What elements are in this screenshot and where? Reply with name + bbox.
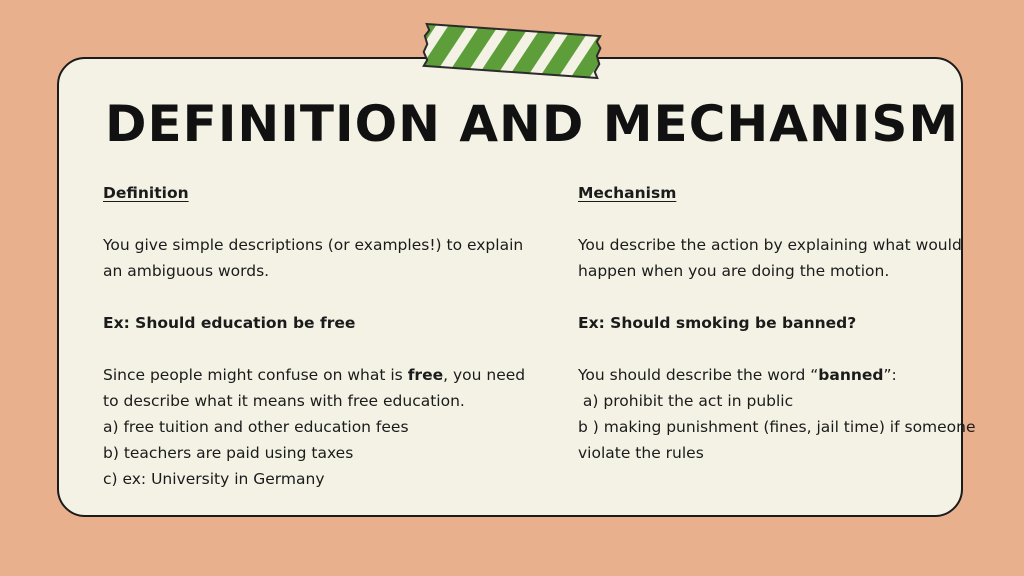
- definition-heading: Definition: [103, 184, 189, 202]
- definition-list-item: a) free tuition and other education fees: [103, 418, 409, 436]
- definition-explanation: [103, 362, 533, 492]
- mechanism-example: Ex: Should smoking be banned?: [578, 314, 857, 332]
- definition-explanation-text: [103, 362, 533, 414]
- mechanism-column: [578, 180, 1008, 466]
- definition-list-item: c) ex: University in Germany: [103, 470, 325, 488]
- mechanism-description: You describe the action by explaining what would happen when you are doing the motion.: [578, 236, 962, 280]
- mechanism-explanation-text: [578, 362, 1008, 388]
- mechanism-list-item: a) prohibit the act in public: [578, 392, 794, 410]
- slide-title: DEFINITION AND MECHANISM: [105, 95, 960, 153]
- definition-explain-after: , you need to describe what it means with free education.: [103, 366, 526, 410]
- definition-explain-before: Since people might confuse on what is: [103, 366, 408, 384]
- mechanism-explanation: [578, 362, 1008, 466]
- mechanism-explain-bold: banned: [818, 366, 884, 384]
- mechanism-explain-before: You should describe the word “: [578, 366, 819, 384]
- mechanism-list-item: b ) making punishment (fines, jail time) if someone violate the rules: [578, 418, 976, 462]
- mechanism-heading: Mechanism: [578, 184, 677, 202]
- slide-card: [57, 57, 976, 517]
- definition-explain-bold: free: [407, 366, 444, 384]
- definition-example: Ex: Should education be free: [103, 314, 356, 332]
- definition-column: [103, 180, 533, 492]
- definition-description: You give simple descriptions (or examples!) to explain an ambiguous words.: [103, 236, 524, 280]
- definition-list-item: b) teachers are paid using taxes: [103, 444, 354, 462]
- mechanism-explain-after: ”:: [883, 366, 897, 384]
